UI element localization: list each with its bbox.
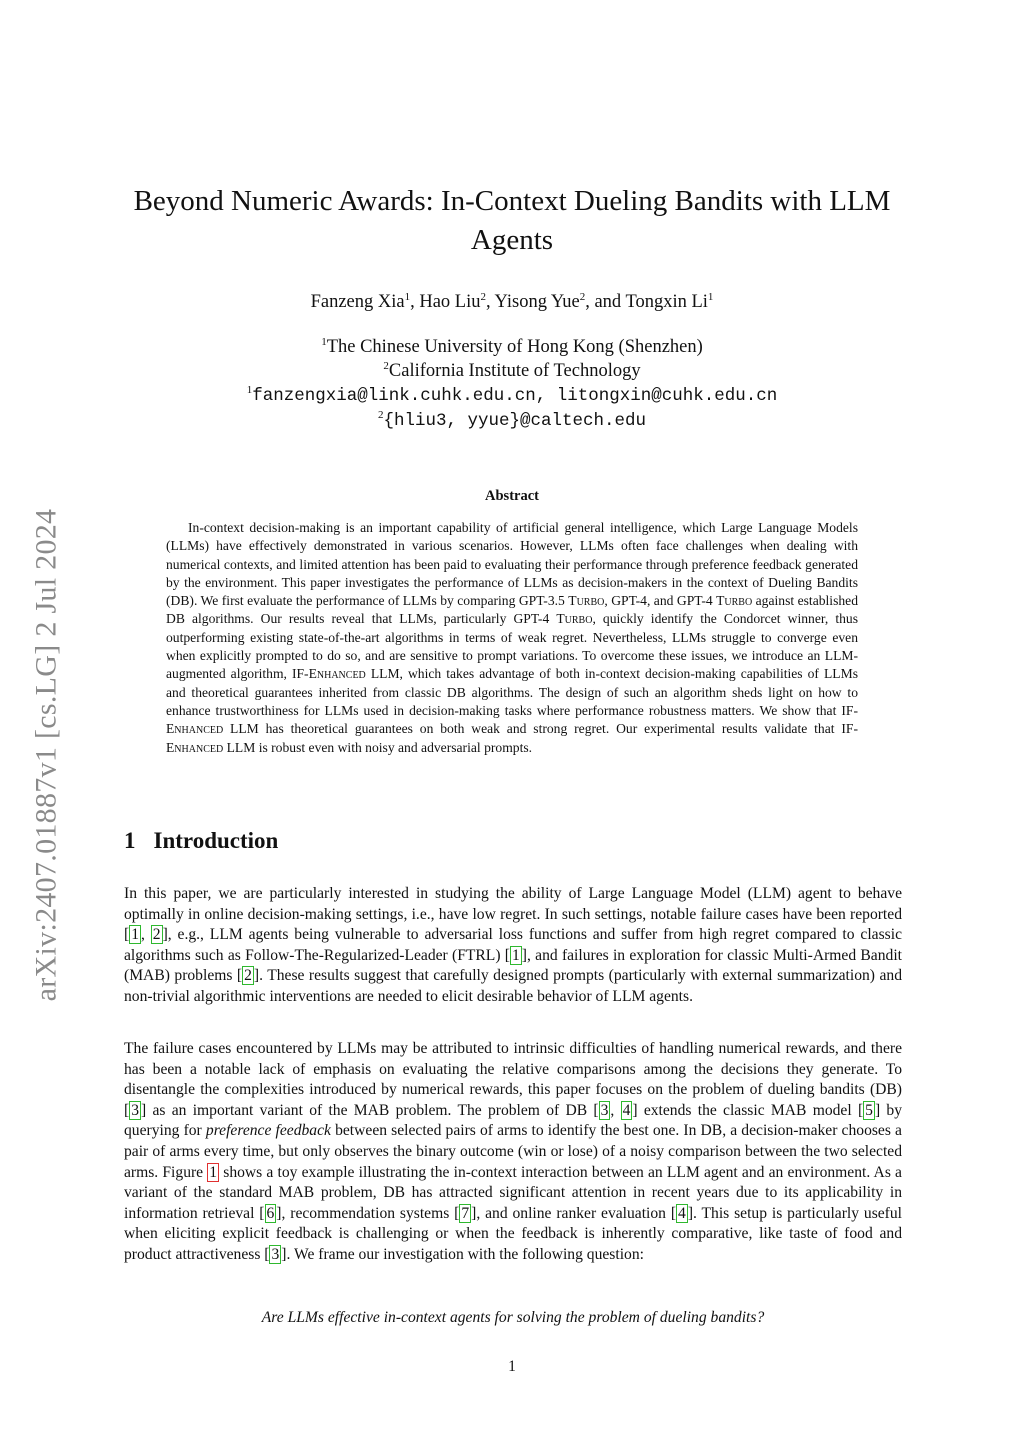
citation-link[interactable]: 2: [244, 967, 252, 985]
emphasis-text: preference feedback: [205, 1122, 331, 1140]
abstract-text: against established DB algorithms. Our results reveal that LLMs, particularly GPT-4: [166, 593, 858, 627]
affil-mark: 1: [321, 336, 327, 348]
paragraph-text: ], recommendation systems [: [276, 1204, 460, 1222]
author[interactable]: Yisong Yue: [494, 292, 580, 312]
affiliation-text: The Chinese University of Hong Kong (Shenzhen): [326, 337, 703, 357]
author[interactable]: Fanzeng Xia: [310, 292, 405, 312]
abstract-text: LLM, which takes advantage of both in-context decision-making capabilities of LLMs and theoretical guarantees inherited from classic DB algorithms. The design of such an algorithm sheds light on how to enhance trustworthiness for LLMs used in decision-making tasks where performance robustness matters. We show that IF-: [166, 666, 858, 718]
research-question: Are LLMs effective in-context agents for solving the problem of dueling bandits?: [261, 1309, 765, 1326]
author-affil-mark: 2: [579, 291, 586, 303]
author-affil-mark: 1: [404, 291, 411, 303]
author-list: [110, 292, 914, 313]
paragraph-text: ,: [610, 1101, 621, 1119]
intro-paragraph-1: [124, 884, 902, 1008]
paragraph-text: The failure cases encountered by LLMs may be attributed to intrinsic difficulties of handling numerical rewards, and there has been a notable lack of emphasis on evaluating the relative comparisons among the decisions they generate. To disentangle the complexities introduced by numerical rewards, this paper focuses on the problem of dueling bandits (DB) [: [124, 1040, 902, 1119]
citation-link[interactable]: 3: [131, 1101, 139, 1119]
figure-ref-link[interactable]: 1: [209, 1163, 218, 1181]
small-caps-term: Turbo: [716, 593, 753, 609]
affiliation-text: California Institute of Technology: [388, 361, 641, 381]
paragraph-text: ] extends the classic MAB model [: [632, 1101, 864, 1119]
paragraph-text: ], e.g., LLM agents being vulnerable to adversarial loss functions and suffer from high regret compared to classic algorithms such as Follow-The-Regularized-Leader (FTRL) [: [124, 926, 902, 964]
citation-link[interactable]: 5: [865, 1101, 873, 1119]
author-separator: , and: [585, 292, 626, 312]
small-caps-term: Enhanced: [166, 739, 224, 755]
citation-link[interactable]: 1: [511, 946, 520, 964]
citation-link[interactable]: 1: [131, 926, 139, 944]
citation-link[interactable]: 3: [271, 1245, 280, 1263]
section-heading: [124, 828, 278, 854]
abstract-text: , quickly identify the Condorcet winner, thus outperforming existing state-of-the-art algorithms in terms of weak regret. Nevertheless, LLMs struggle to converge even when explicitly prompted to do so, and are sensitive to prompt variations. To overcome these issues, we introduce an LLM-augmented algorithm, IF-: [166, 611, 858, 682]
abstract-body: [166, 519, 858, 757]
affil-mark: 1: [246, 384, 253, 396]
paragraph-text: ], and failures in exploration for classic Multi-Armed Bandit (MAB) problems [: [124, 946, 902, 985]
small-caps-term: Enhanced: [308, 666, 366, 682]
author-affil-mark: 1: [707, 291, 714, 303]
author[interactable]: Tongxin Li: [625, 292, 708, 312]
arxiv-identifier: arXiv:2407.01887v1 [cs.LG] 2 Jul 2024: [29, 508, 62, 1002]
abstract-text: LLM has theoretical guarantees on both weak and strong regret. Our experimental results validate that IF-: [223, 721, 858, 737]
paragraph-text: In this paper, we are particularly interested in studying the ability of Large Language Model (LLM) agent to behave optimally in online decision-making settings, i.e., have low regret. In such settings, notable failure cases have been reported [: [124, 885, 902, 944]
paragraph-text: ] by querying for: [124, 1101, 902, 1140]
abstract-text: In-context decision-making is an important capability of artificial general intelligence, which Large Language Models (LLMs) have effectively demonstrated in various scenarios. However, LLMs often face challenges when dealing with numerical contexts, and limited attention has been paid to evaluating their performance through preference feedback generated by the environment. This paper investigates the performance of LLMs as decision-makers in the context of Dueling Bandits (DB). We first evaluate the performance of LLMs by comparing GPT-3.5: [166, 520, 858, 609]
citation-link[interactable]: 3: [600, 1101, 609, 1119]
author[interactable]: Hao Liu: [419, 292, 481, 312]
author-affil-mark: 2: [480, 291, 486, 303]
citation-link[interactable]: 6: [266, 1204, 275, 1222]
author-separator: ,: [410, 292, 420, 312]
section-title: Introduction: [153, 828, 279, 853]
intro-paragraph-2: [124, 1039, 902, 1266]
paragraph-text: ]. These results suggest that carefully designed prompts (particularly with external summarization) and non-trivial algorithmic interventions are needed to elicit desirable behavior of LLM agents.: [124, 967, 902, 1005]
paragraph-text: shows a toy example illustrating the in-context interaction between an LLM agent and an environment. As a variant of the standard MAB problem, DB has attracted significant attention in recent years due to its applicability in information retrieval [: [124, 1163, 902, 1222]
citation-link[interactable]: 4: [622, 1101, 631, 1119]
affiliation: [110, 359, 914, 383]
paragraph-text: between selected pairs of arms to identify the best one. In DB, a decision-maker chooses a pair of arms every time, but only observes the binary outcome (win or lose) of a noisy comparison between the two selected arms. Figure: [124, 1122, 902, 1181]
small-caps-term: Enhanced: [166, 721, 224, 737]
paragraph-text: ,: [141, 926, 151, 944]
arxiv-sidebar: [0, 470, 92, 1040]
section-number: 1: [124, 828, 136, 853]
affiliation: [110, 335, 914, 359]
small-caps-term: Turbo: [568, 593, 605, 609]
author-separator: ,: [485, 292, 495, 312]
paper-title: Beyond Numeric Awards: In-Context Dueling Bandits with LLM Agents: [133, 185, 891, 256]
abstract-text: , GPT-4, and GPT-4: [604, 593, 717, 609]
citation-link[interactable]: 7: [461, 1204, 470, 1222]
abstract-text: LLM is robust even with noisy and adversarial prompts.: [223, 739, 533, 755]
paragraph-text: ]. We frame our investigation with the following question:: [281, 1245, 644, 1263]
email-line: [110, 408, 914, 433]
paragraph-text: ]. This setup is particularly useful when eliciting explicit feedback is challenging or when the feedback is inherently comparative, like taste of food and product attractiveness [: [124, 1204, 903, 1263]
affiliations-block: [110, 335, 914, 433]
email-line: [110, 383, 914, 408]
email-address[interactable]: fanzengxia@link.cuhk.edu.cn, litongxin@cuhk.edu.cn: [252, 386, 778, 406]
citation-link[interactable]: 4: [678, 1204, 686, 1222]
paragraph-text: ] as an important variant of the MAB problem. The problem of DB [: [141, 1101, 599, 1119]
small-caps-term: Turbo: [556, 611, 593, 627]
abstract-heading: Abstract: [485, 488, 539, 504]
citation-link[interactable]: 2: [152, 926, 161, 944]
page-number: 1: [508, 1358, 516, 1375]
affil-mark: 2: [383, 360, 389, 372]
email-address[interactable]: {hliu3, yyue}@caltech.edu: [383, 411, 647, 431]
affil-mark: 2: [377, 409, 384, 421]
paragraph-text: ], and online ranker evaluation [: [471, 1204, 677, 1222]
